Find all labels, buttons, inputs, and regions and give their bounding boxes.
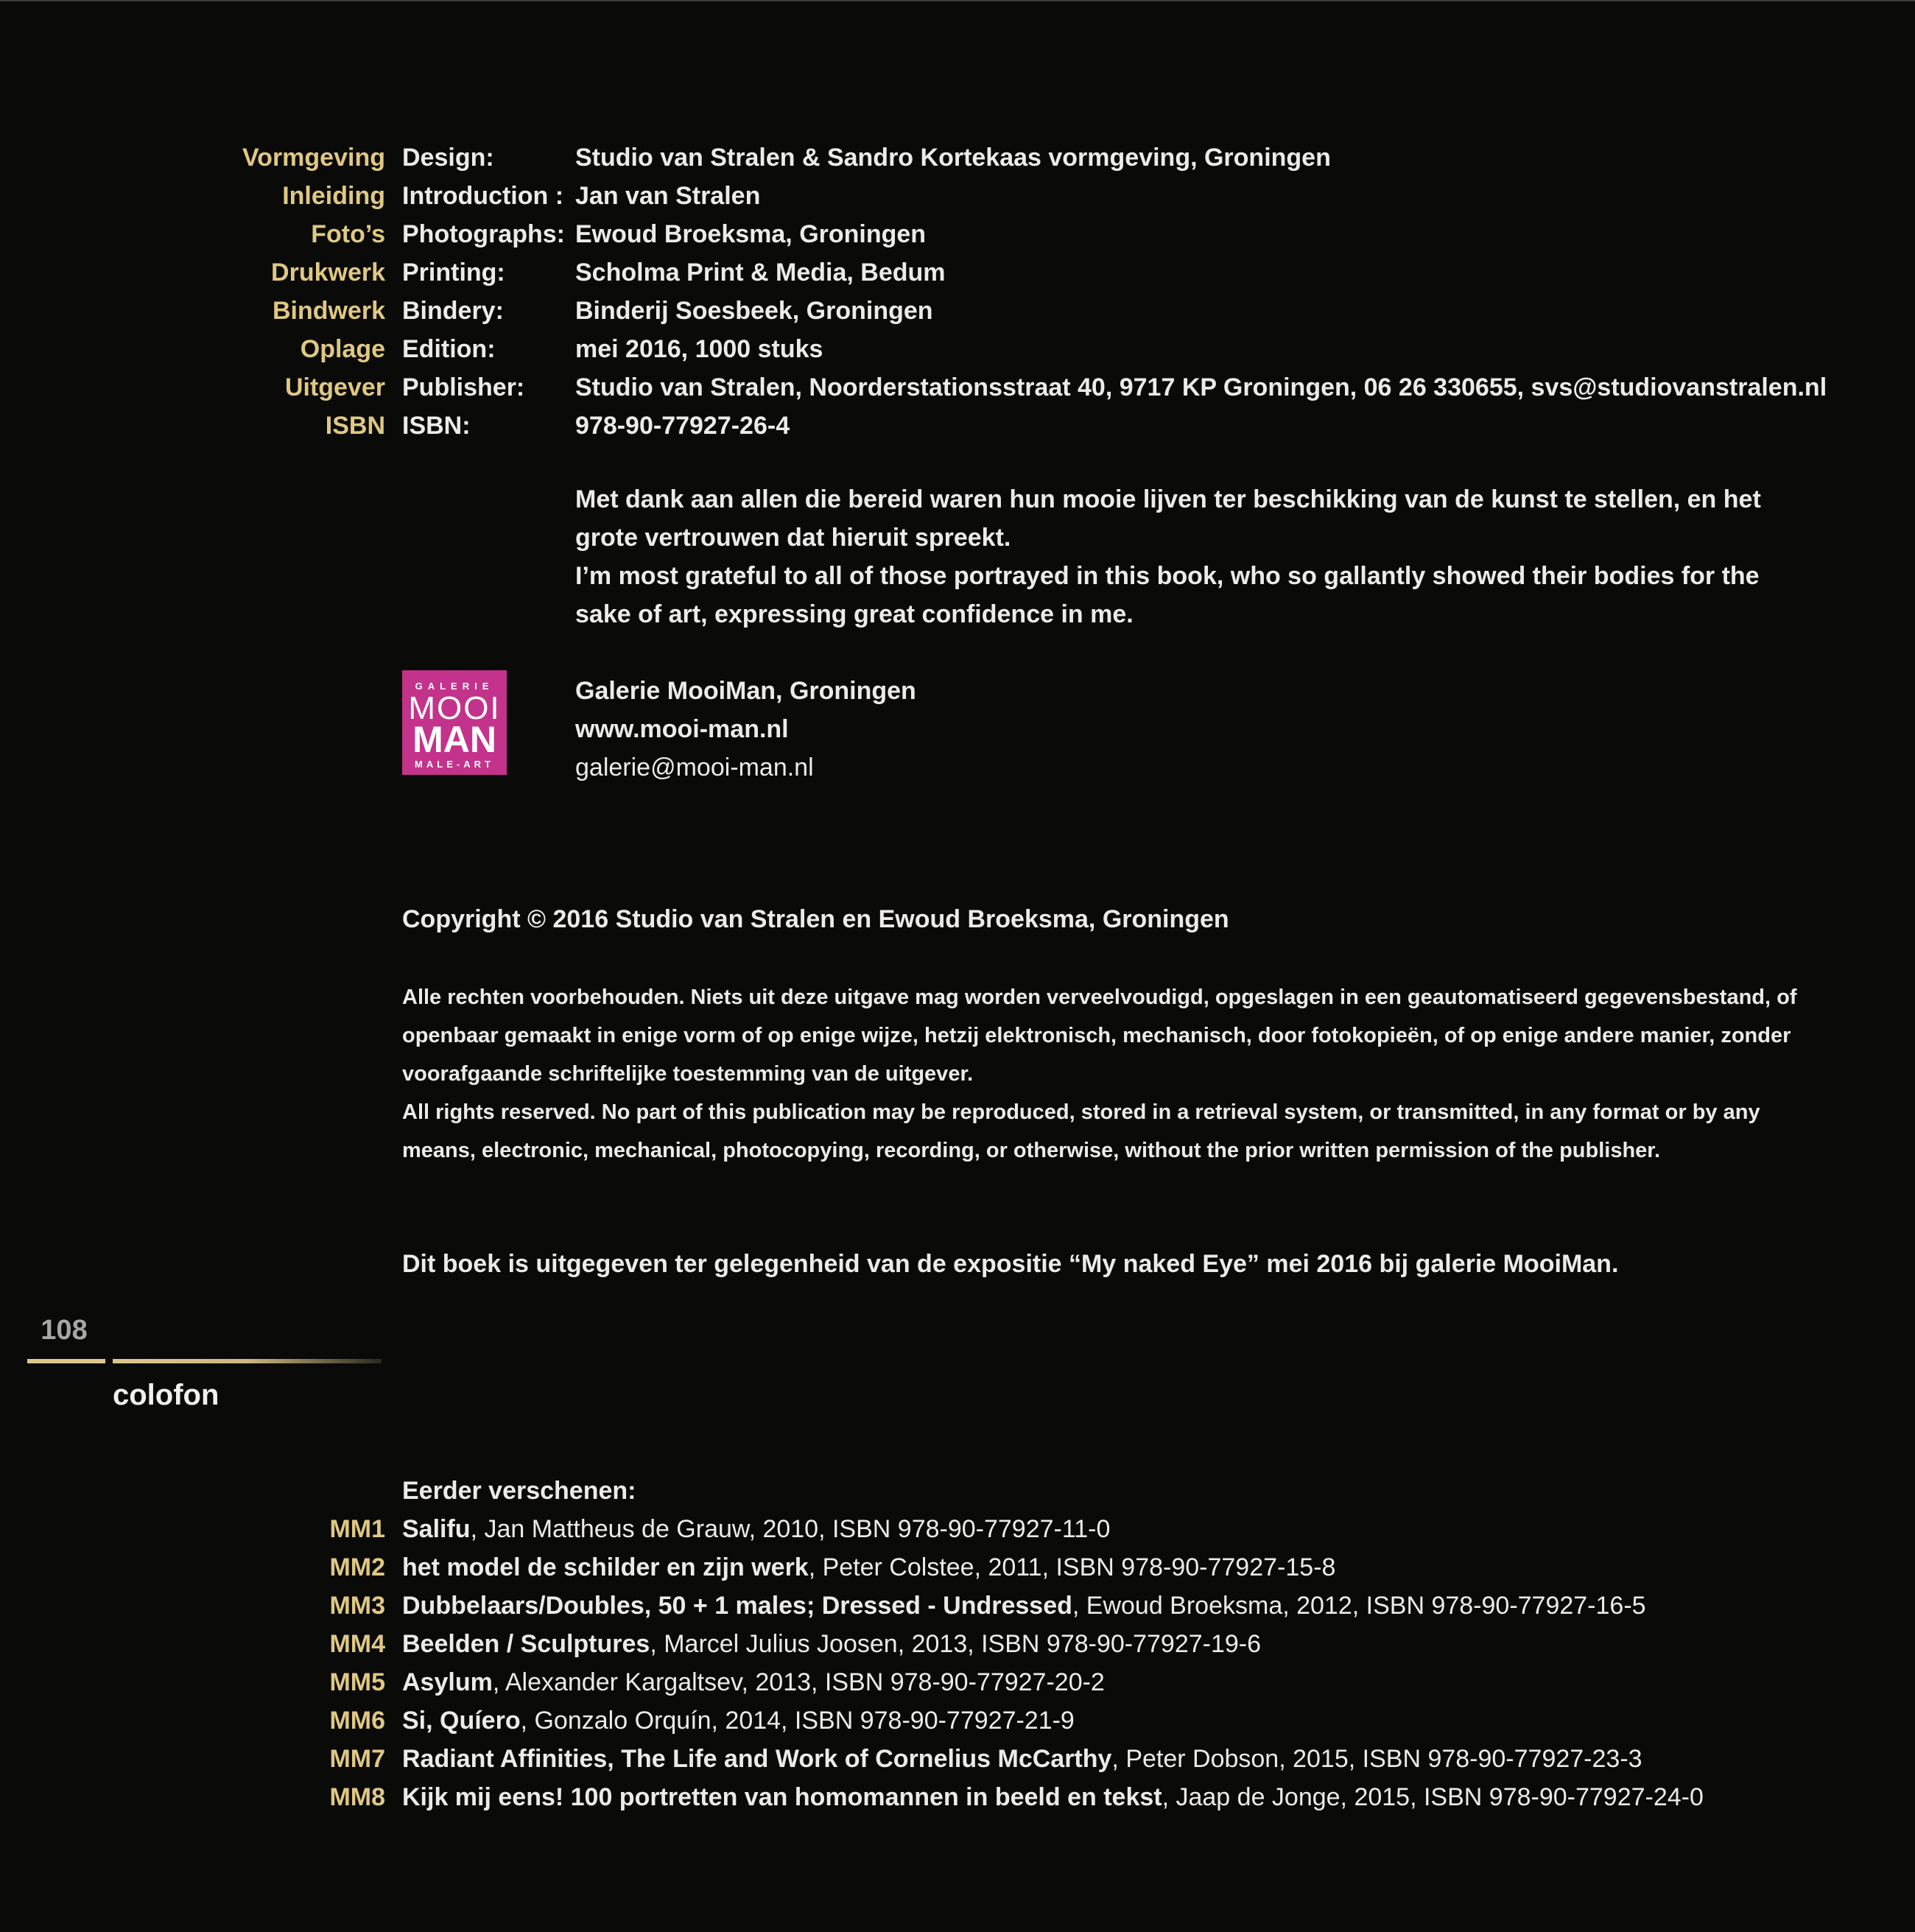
acknowledgement-nl: Met dank aan allen die bereid waren hun mooie lijven ter beschikking van de kunst te stellen, en het grote vertrouwen dat hieruit spreekt. (575, 485, 1761, 552)
credit-label-en: Edition: (402, 335, 496, 363)
page-number: 108 (41, 1315, 88, 1346)
list-item (0, 1701, 1915, 1740)
credit-label-en: Introduction : (402, 182, 564, 210)
acknowledgement-en: I’m most grateful to all of those portrayed in this book, who so gallantly showed their bodies for the sake of art, expressing great confidence in me. (575, 562, 1760, 628)
gallery-name: Galerie MooiMan, Groningen (575, 677, 916, 705)
acknowledgement (575, 480, 1783, 633)
credit-row-publisher (0, 368, 1915, 407)
publication-title: Beelden / Sculptures (402, 1630, 650, 1658)
gallery-website-link[interactable]: www.mooi-man.nl (575, 715, 789, 743)
credit-value: 978-90-77927-26-4 (575, 412, 790, 440)
logo-text-man: MAN (412, 719, 496, 760)
publication-entry (402, 1548, 1335, 1587)
credit-label-en: Design: (402, 144, 494, 172)
list-item (0, 1663, 1915, 1701)
publication-code: MM3 (329, 1592, 385, 1620)
credit-label-nl: Vormgeving (242, 144, 385, 172)
credit-label-en: Photographs: (402, 220, 565, 248)
publication-details: , Jan Mattheus de Grauw, 2010, ISBN 978-90-77927-11-0 (470, 1515, 1111, 1543)
publication-code: MM8 (329, 1783, 385, 1811)
credit-row-photographs (0, 215, 1915, 253)
credit-label-nl: Foto’s (311, 220, 385, 248)
list-item (0, 1625, 1915, 1663)
publication-details: , Jaap de Jonge, 2015, ISBN 978-90-77927-24-0 (1162, 1783, 1704, 1811)
list-item (0, 1778, 1915, 1816)
section-title: colofon (113, 1379, 219, 1411)
gallery-email-link[interactable]: galerie@mooi-man.nl (575, 754, 814, 781)
publication-title: Asylum (402, 1668, 493, 1696)
credit-row-design (0, 138, 1915, 177)
publication-details: , Alexander Kargaltsev, 2013, ISBN 978-90-77927-20-2 (492, 1668, 1105, 1696)
credit-value: Jan van Stralen (575, 182, 761, 210)
publication-code: MM4 (329, 1630, 385, 1658)
publication-code: MM6 (329, 1707, 385, 1735)
credit-label-en: Bindery: (402, 297, 504, 325)
logo-text-mooi: MOOI (408, 690, 501, 726)
logo-text-galerie: GALERIE (415, 681, 494, 692)
rights-notice-en: All rights reserved. No part of this publication may be reproduced, stored in a retrieval system, or transmitted, in any format or by any means, electronic, mechanical, photocopying, recording, or otherwise, without the prior written permission of the publisher. (402, 1100, 1760, 1162)
top-border (0, 0, 1915, 1)
list-item (0, 1587, 1915, 1625)
publication-title: het model de schilder en zijn werk (402, 1553, 809, 1581)
publication-title: Kijk mij eens! 100 portretten van homomannen in beeld en tekst (402, 1783, 1162, 1811)
publication-details: , Peter Colstee, 2011, ISBN 978-90-77927-15-8 (808, 1553, 1336, 1581)
credit-row-bindery (0, 292, 1915, 330)
publication-details: , Gonzalo Orquín, 2014, ISBN 978-90-77927-21-9 (520, 1707, 1075, 1735)
credit-row-introduction (0, 177, 1915, 215)
publication-title: Salifu (402, 1515, 471, 1543)
logo-text-male-art: MALE-ART (415, 759, 494, 770)
credit-value: mei 2016, 1000 stuks (575, 335, 823, 363)
publication-title: Dubbelaars/Doubles, 50 + 1 males; Dressed - Undressed (402, 1592, 1072, 1620)
publication-details: , Marcel Julius Joosen, 2013, ISBN 978-90-77927-19-6 (650, 1630, 1262, 1658)
credit-label-en: Printing: (402, 259, 505, 287)
publication-code: MM7 (329, 1745, 385, 1773)
publication-entry (402, 1701, 1075, 1740)
credit-value: Scholma Print & Media, Bedum (575, 259, 946, 287)
publication-title: Radiant Affinities, The Life and Work of Cornelius McCarthy (402, 1745, 1112, 1773)
rights-notice-nl: Alle rechten voorbehouden. Niets uit deze uitgave mag worden verveelvoudigd, opgeslagen in een geautomatiseerd gegevensbestand, of openbaar gemaakt in enige vorm of op enige wijze, hetzij elektronisch, mechanisch, door fotokopieën, of op enige andere manier, zonder voorafgaande schriftelijke toestemming van de uitgever. (402, 986, 1797, 1086)
credit-row-isbn (0, 407, 1915, 445)
gallery-contact (575, 672, 916, 787)
publication-title: Si, Quíero (402, 1707, 521, 1735)
publication-code: MM2 (329, 1553, 385, 1581)
credit-label-en: ISBN: (402, 412, 471, 440)
publication-entry (402, 1778, 1704, 1816)
publication-occasion: Dit boek is uitgegeven ter gelegenheid van de expositie “My naked Eye” mei 2016 bij galerie MooiMan. (402, 1250, 1619, 1278)
section-rule (113, 1359, 382, 1363)
publication-entry (402, 1740, 1642, 1778)
credit-label-nl: Drukwerk (271, 259, 385, 287)
publication-entry (402, 1510, 1110, 1548)
credit-value: Ewoud Broeksma, Groningen (575, 220, 927, 248)
credit-label-nl: Oplage (300, 335, 385, 363)
list-item (0, 1740, 1915, 1778)
publication-entry (402, 1587, 1646, 1625)
credit-label-nl: ISBN (325, 412, 385, 440)
credit-value: Studio van Stralen & Sandro Kortekaas vormgeving, Groningen (575, 144, 1331, 172)
credit-row-edition (0, 330, 1915, 368)
publication-code: MM5 (329, 1668, 385, 1696)
copyright-notice: Copyright © 2016 Studio van Stralen en Ewoud Broeksma, Groningen (402, 905, 1229, 933)
publication-details: , Ewoud Broeksma, 2012, ISBN 978-90-77927-16-5 (1072, 1592, 1646, 1620)
credit-label-nl: Uitgever (284, 373, 385, 401)
credit-row-printing (0, 253, 1915, 292)
list-item (0, 1510, 1915, 1548)
credit-label-en: Publisher: (402, 373, 525, 401)
list-item (0, 1548, 1915, 1587)
rights-notice (402, 978, 1802, 1170)
credit-value: Binderij Soesbeek, Groningen (575, 297, 933, 325)
publication-code: MM1 (329, 1515, 385, 1543)
page-number-rule (27, 1359, 105, 1363)
credit-value: Studio van Stralen, Noorderstationsstraat 40, 9717 KP Groningen, 06 26 330655, svs@studiovanstralen.nl (575, 373, 1827, 401)
credit-label-nl: Inleiding (282, 182, 385, 210)
publication-details: , Peter Dobson, 2015, ISBN 978-90-77927-23-3 (1111, 1745, 1642, 1773)
galerie-mooiman-logo (402, 670, 507, 775)
previous-publications-heading: Eerder verschenen: (402, 1477, 636, 1505)
credit-label-nl: Bindwerk (272, 297, 385, 325)
publication-entry (402, 1625, 1261, 1663)
publication-entry (402, 1663, 1105, 1701)
